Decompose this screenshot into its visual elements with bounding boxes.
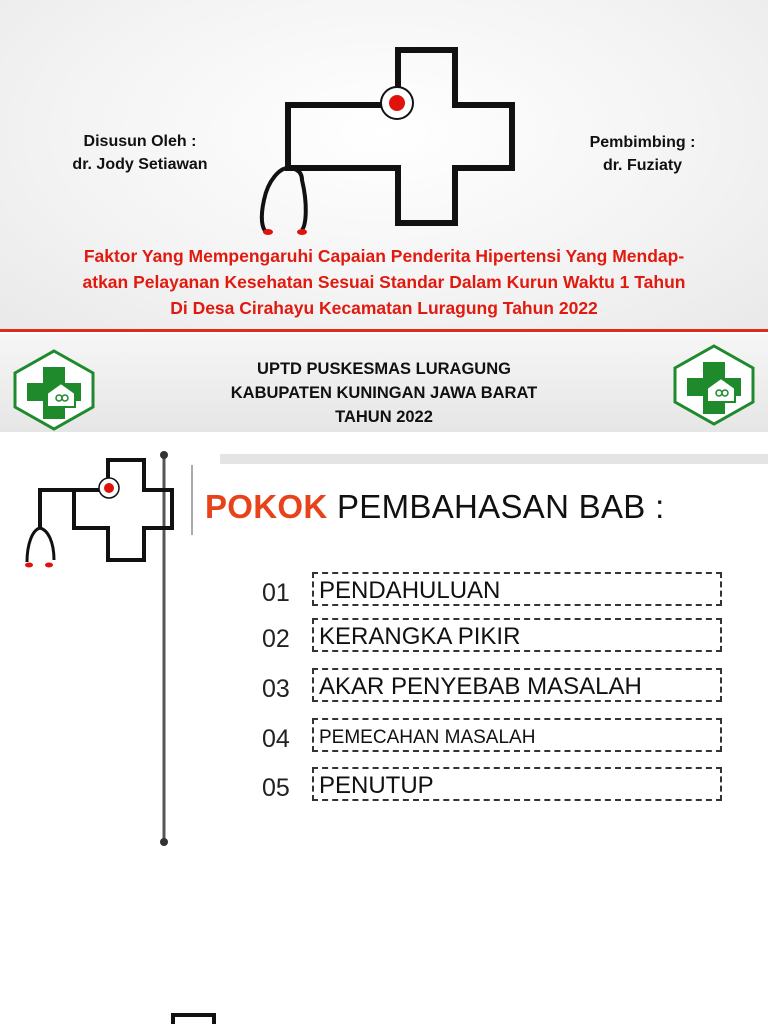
item-number: 01 xyxy=(262,579,290,607)
research-title xyxy=(0,243,768,321)
list-item xyxy=(262,767,724,805)
advisor-name: dr. Fuziaty xyxy=(602,157,683,174)
item-number: 02 xyxy=(262,625,290,653)
institution-name xyxy=(140,357,628,429)
item-label: AKAR PENYEBAB MASALAH xyxy=(319,673,642,700)
item-number: 03 xyxy=(262,675,290,703)
heading-highlight: POKOK xyxy=(205,488,328,525)
item-label: KERANGKA PIKIR xyxy=(319,623,521,650)
advisor-block xyxy=(560,131,725,177)
list-item xyxy=(262,572,724,610)
title-line: Faktor Yang Mempengaruhi Capaian Penderita Hipertensi Yang Mendap- xyxy=(83,246,685,266)
item-number: 04 xyxy=(262,725,290,753)
stethoscope-cross-icon xyxy=(22,450,222,850)
advisor-label: Pembimbing : xyxy=(589,134,696,151)
puskesmas-logo-icon xyxy=(13,349,95,431)
puskesmas-logo-icon xyxy=(673,344,755,426)
item-label: PENUTUP xyxy=(319,772,434,799)
partial-cross-icon xyxy=(170,1012,220,1024)
section-heading xyxy=(205,488,665,526)
heading-rest: PEMBAHASAN BAB : xyxy=(336,488,665,525)
list-item xyxy=(262,718,724,756)
institution-line: TAHUN 2022 xyxy=(335,408,433,426)
item-label: PEMECAHAN MASALAH xyxy=(319,727,536,748)
title-line: Di Desa Cirahayu Kecamatan Luragung Tahun 2022 xyxy=(170,298,598,318)
list-item xyxy=(262,668,724,706)
author-block xyxy=(40,130,240,176)
author-name: dr. Jody Setiawan xyxy=(72,156,208,173)
stethoscope-cross-icon xyxy=(250,40,530,240)
author-label: Disusun Oleh : xyxy=(83,133,197,150)
institution-line: UPTD PUSKESMAS LURAGUNG xyxy=(257,360,511,378)
title-line: atkan Pelayanan Kesehatan Sesuai Standar Dalam Kurun Waktu 1 Tahun xyxy=(82,272,686,292)
item-number: 05 xyxy=(262,774,290,802)
divider xyxy=(0,329,768,332)
list-item xyxy=(262,618,724,656)
header-bar xyxy=(220,454,768,464)
institution-line: KABUPATEN KUNINGAN JAWA BARAT xyxy=(230,384,538,402)
item-label: PENDAHULUAN xyxy=(319,577,501,604)
